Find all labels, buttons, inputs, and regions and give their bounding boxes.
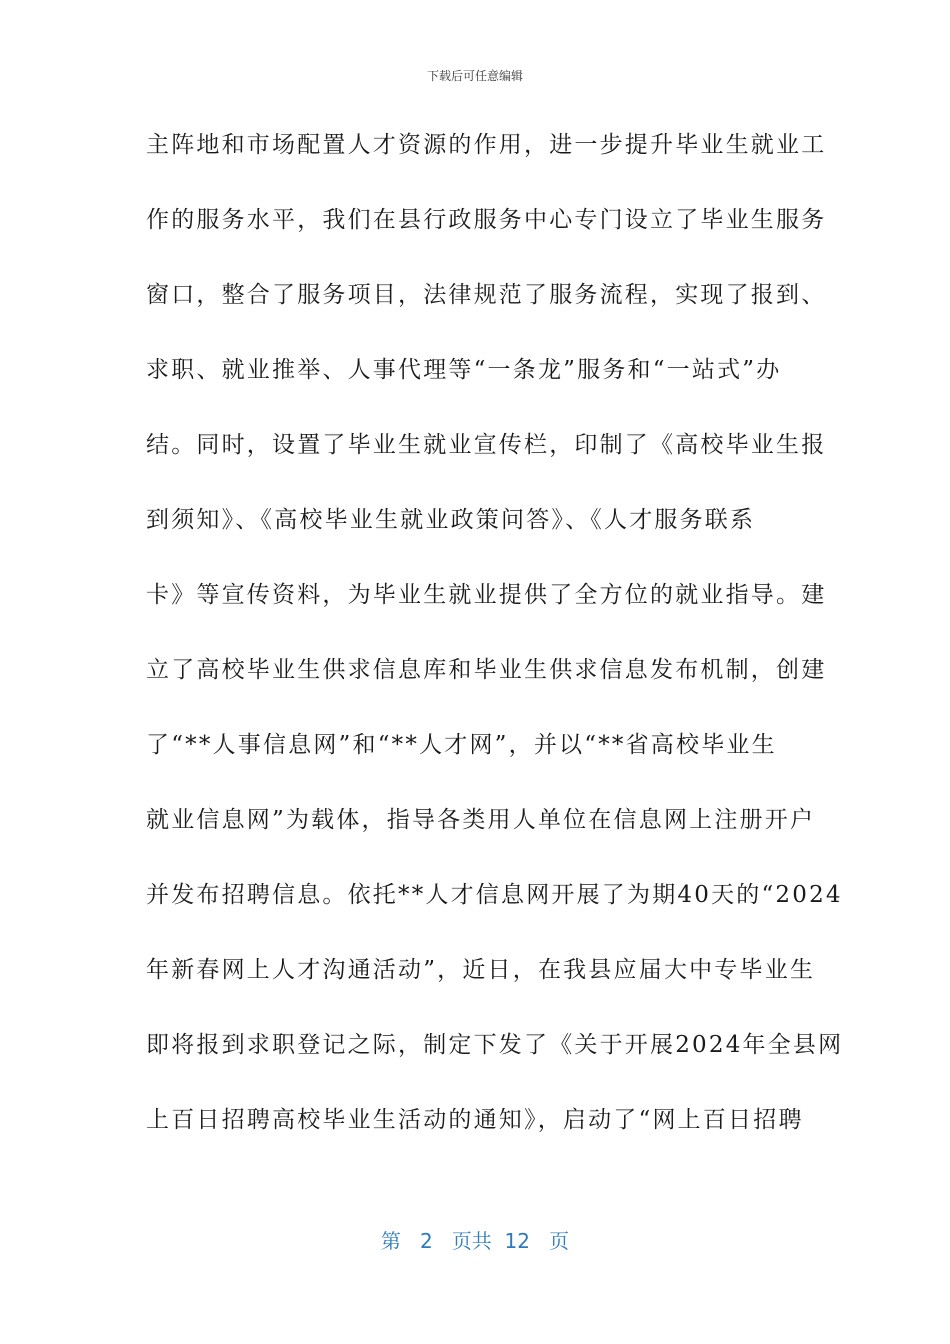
body-line: 立了高校毕业生供求信息库和毕业生供求信息发布机制，创建 bbox=[146, 657, 827, 683]
body-line: 了“**人事信息网”和“**人才网”，并以“**省高校毕业生 bbox=[146, 732, 777, 758]
body-line: 卡》等宣传资料，为毕业生就业提供了全方位的就业指导。建 bbox=[146, 582, 827, 608]
body-line: 到须知》、《高校毕业生就业政策问答》、《人才服务联系 bbox=[146, 507, 756, 533]
current-page-number: 2 bbox=[420, 1229, 433, 1253]
body-line: 作的服务水平，我们在县行政服务中心专门设立了毕业生服务 bbox=[146, 207, 827, 233]
body-line: 求职、就业推举、人事代理等“一条龙”服务和“一站式”办 bbox=[146, 357, 782, 383]
body-line: 窗口，整合了服务项目，法律规范了服务流程，实现了报到、 bbox=[146, 282, 827, 308]
body-line: 即将报到求职登记之际，制定下发了《关于开展2024年全县网 bbox=[146, 1032, 844, 1058]
footer-prefix: 第 bbox=[380, 1229, 401, 1253]
body-line: 并发布招聘信息。依托**人才信息网开展了为期40天的“2024 bbox=[146, 882, 843, 908]
body-line: 结。同时，设置了毕业生就业宣传栏，印制了《高校毕业生报 bbox=[146, 432, 827, 458]
body-line: 主阵地和市场配置人才资源的作用，进一步提升毕业生就业工 bbox=[146, 132, 827, 158]
footer-middle: 页共 bbox=[451, 1229, 492, 1253]
body-line: 上百日招聘高校毕业生活动的通知》，启动了“网上百日招聘 bbox=[146, 1107, 804, 1133]
body-line: 就业信息网”为载体，指导各类用人单位在信息网上注册开户 bbox=[146, 807, 816, 833]
total-pages-number: 12 bbox=[504, 1229, 530, 1253]
body-text bbox=[146, 125, 844, 1175]
header-note: 下载后可任意编辑 bbox=[426, 69, 523, 83]
page-number-footer bbox=[0, 1225, 950, 1254]
body-line: 年新春网上人才沟通活动”，近日，在我县应届大中专毕业生 bbox=[146, 957, 816, 983]
footer-suffix: 页 bbox=[549, 1229, 570, 1253]
